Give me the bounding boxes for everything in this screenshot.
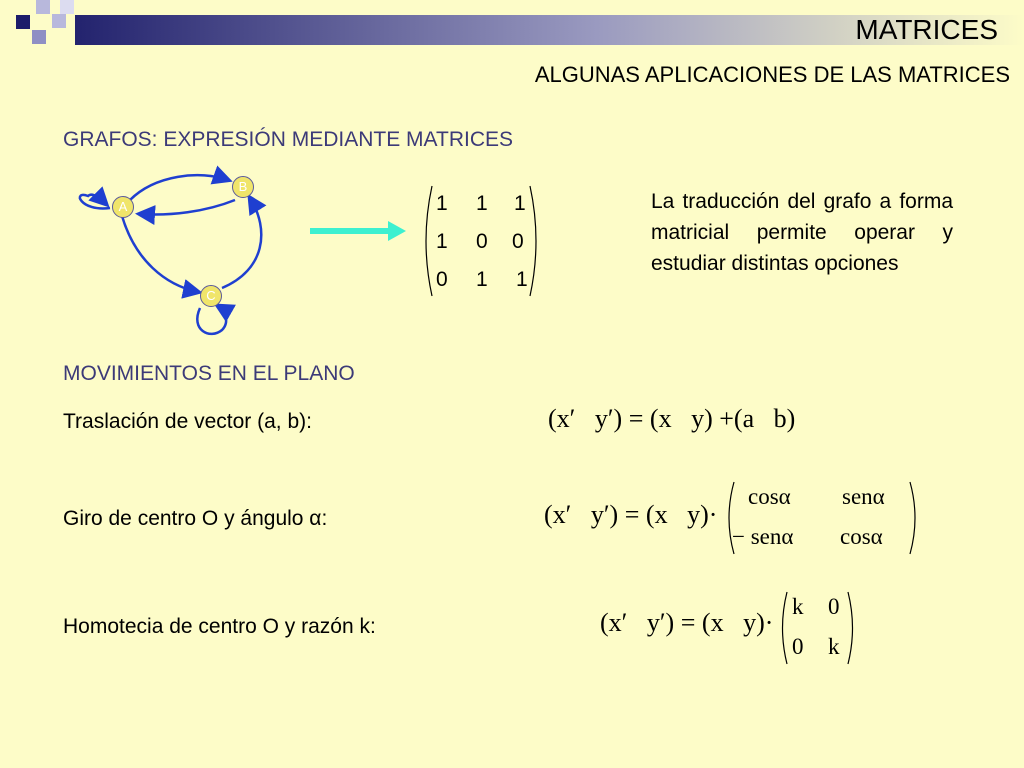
formula-b: b — [773, 404, 787, 433]
formula-y: y — [691, 404, 705, 433]
homotecia-m11: k — [792, 594, 804, 619]
formula-x-prime: x′ — [608, 608, 628, 637]
formula-y: y — [743, 608, 757, 637]
edge-a-c — [122, 216, 198, 292]
homotecia-m21: 0 — [792, 634, 804, 659]
homotecia-m22: k — [828, 634, 840, 659]
adjacency-matrix — [420, 184, 542, 298]
formula-dot: · — [708, 500, 718, 529]
formula-dot: · — [764, 608, 774, 637]
homotecia-m12: 0 — [828, 594, 840, 619]
traslacion-label: Traslación de vector (a, b): — [63, 410, 312, 433]
formula-x: x — [658, 404, 672, 433]
traslacion-formula: (x′ y′) = (x y) +(a b) — [548, 404, 796, 433]
matrix-cell: 1 — [516, 268, 528, 291]
grafos-description: La traducción del grafo a forma matricial permite operar y estudiar distintas opciones — [651, 190, 953, 275]
formula-a: a — [742, 404, 755, 433]
matrix-cell: 1 — [476, 192, 488, 215]
graph-node-b: B — [232, 176, 254, 198]
formula-x: x — [654, 500, 668, 529]
edge-c-b — [222, 198, 261, 288]
formula-plus: + — [719, 404, 734, 433]
edge-a-b — [130, 175, 228, 200]
edge-b-a — [140, 200, 235, 214]
formula-equals: = — [680, 608, 696, 637]
formula-y-prime: y′ — [590, 500, 610, 529]
formula-equals: = — [628, 404, 644, 433]
formula-y: y — [687, 500, 701, 529]
graph-node-c: C — [200, 285, 222, 307]
giro-formula-lhs: (x′ y′) = (x y)· — [544, 500, 718, 529]
grafos-heading: GRAFOS: EXPRESIÓN MEDIANTE MATRICES — [63, 128, 514, 151]
homotecia-formula-lhs: (x′ y′) = (x y)· — [600, 608, 774, 637]
right-arrow-icon — [308, 220, 408, 244]
formula-y-prime: y′ — [646, 608, 666, 637]
homotecia-label: Homotecia de centro O y razón k: — [63, 615, 376, 638]
giro-m11: cosα — [748, 484, 791, 509]
giro-matrix — [724, 478, 924, 558]
matrix-cell: 0 — [436, 268, 448, 291]
graph-node-a: A — [112, 196, 134, 218]
giro-label: Giro de centro O y ángulo α: — [63, 507, 328, 530]
movimientos-heading: MOVIMIENTOS EN EL PLANO — [63, 362, 355, 385]
formula-equals: = — [624, 500, 640, 529]
page-title: MATRICES — [855, 14, 998, 45]
homotecia-matrix — [778, 588, 860, 668]
matrix-cell: 1 — [476, 268, 488, 291]
loop-a — [80, 195, 110, 209]
matrix-cell: 0 — [476, 230, 488, 253]
giro-m12: senα — [842, 484, 885, 509]
homotecia-matrix-parentheses — [778, 588, 860, 668]
loop-c — [197, 306, 226, 334]
formula-x-prime: x′ — [556, 404, 576, 433]
page-subtitle: ALGUNAS APLICACIONES DE LAS MATRICES — [534, 62, 1010, 87]
matrix-cell: 0 — [512, 230, 524, 253]
matrix-cell: 1 — [514, 192, 526, 215]
giro-m22: cosα — [840, 524, 883, 549]
matrix-cell: 1 — [436, 192, 448, 215]
formula-y-prime: y′ — [594, 404, 614, 433]
matrix-cell: 1 — [436, 230, 448, 253]
formula-x: x — [710, 608, 724, 637]
formula-x-prime: x′ — [552, 500, 572, 529]
giro-m21: − senα — [732, 524, 794, 549]
